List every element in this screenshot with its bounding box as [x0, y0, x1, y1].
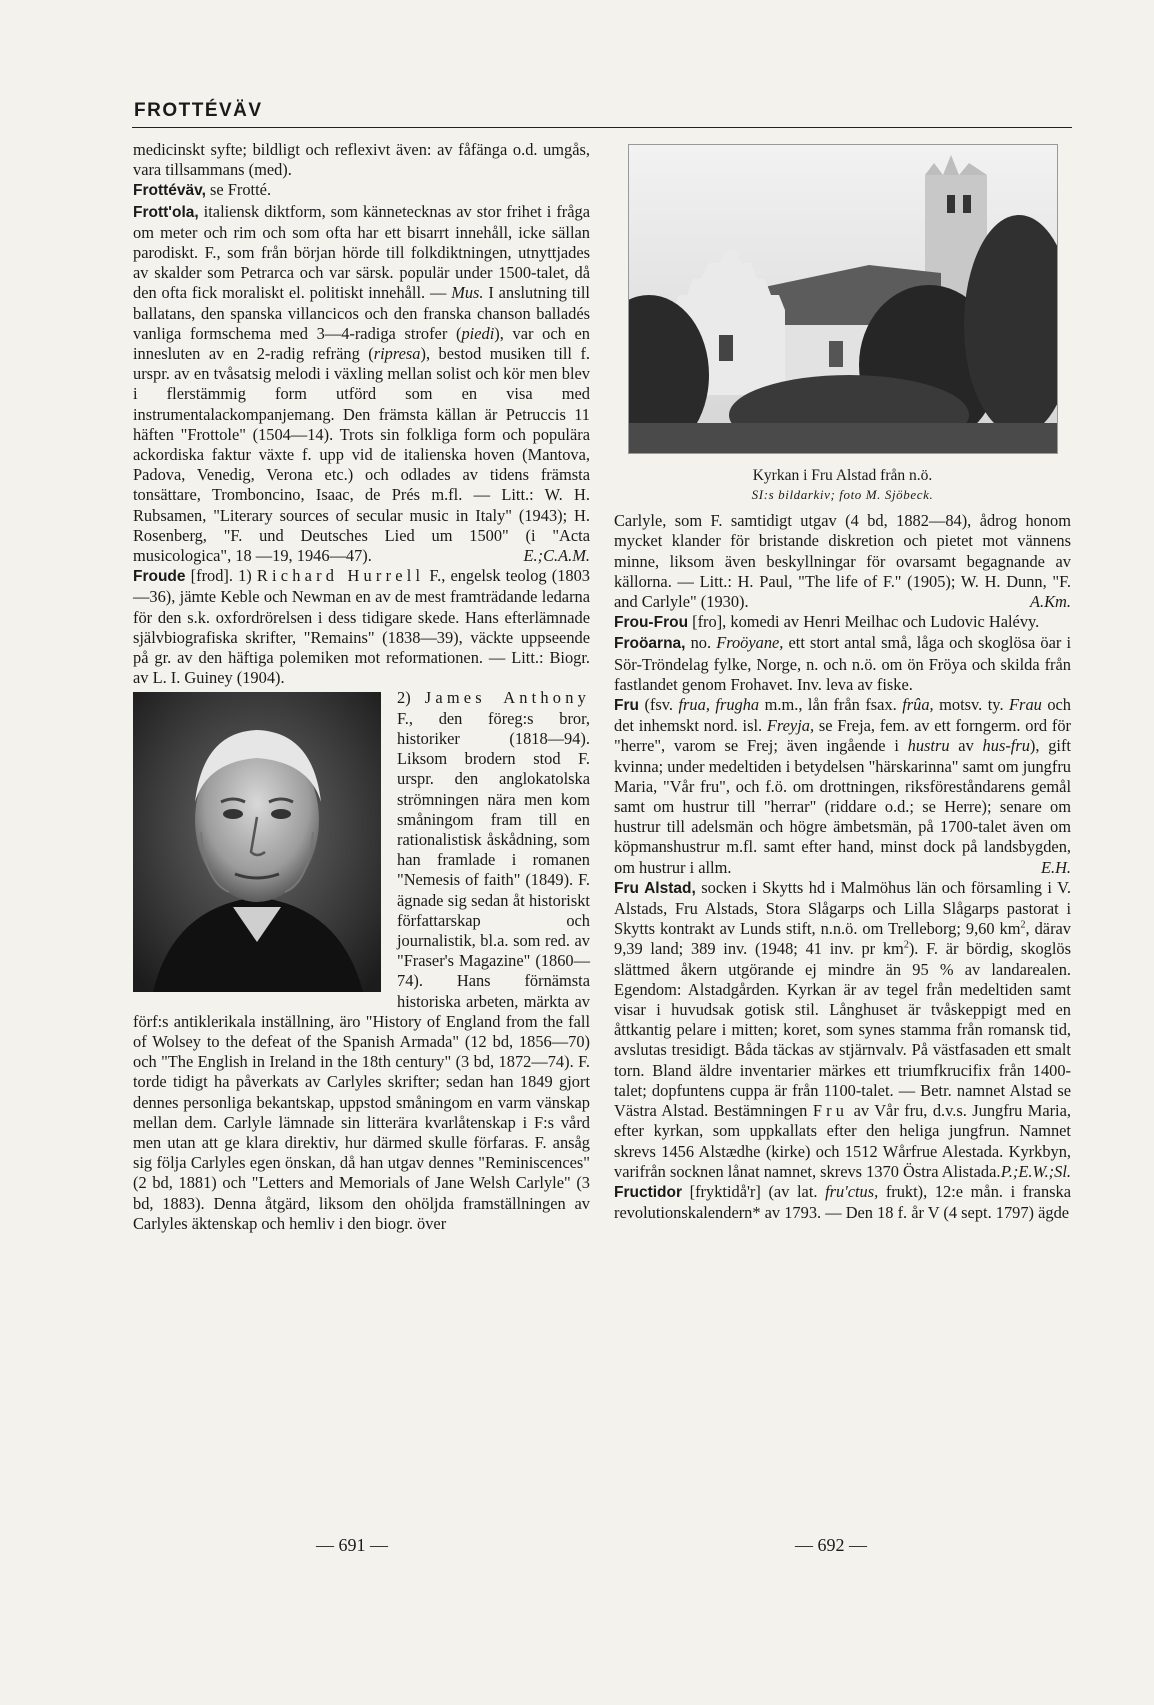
author-signature: E.H. — [1040, 857, 1071, 877]
entry-frottola — [133, 202, 590, 567]
headword-froufrou: Frou-Frou — [614, 614, 689, 632]
entry-term: hustru — [907, 736, 950, 756]
entry-text: socken i Skytts hd i Malmöhus län och församling i V. Alstads, Fru Alstads, Stora Slågarps och Lilla Slågarps pastorat i Skytts kontrakt av Lunds stift, n.n.ö. om Trelleborg; 9,60 km — [614, 877, 1071, 939]
headword-frottola: Frott'ola, — [133, 203, 199, 221]
entry-text: no. — [685, 633, 717, 653]
entry-text: (fsv. — [638, 695, 679, 715]
entry-text: ). F. är bördig, skoglös slättmed åkern utgörande ej mindre än 95 % av landarealen. Egendom: Alstadgården. Kyrkan är av tegel från medeltiden samt visar i huvudsak gotisk stil. Långhuset är tvåskeppigt med en åttkantig pelare i mitten; koret, som synes stamma från romansk tid, avslutas tresidigt. Båda täckas av stjärnvalv. På västfasaden ett smalt torn. Bland äldre inventarier märkes ett triumfkrucifix från 1400-talet; dopfuntens cuppa är från 1100-talet. — Betr. namnet Alstad se Västra Alstad. Bestämningen — [614, 939, 1071, 1121]
entry-frottevav — [133, 180, 590, 201]
entry-text: [fryktidå'r] (av lat. — [682, 1181, 826, 1201]
headword-fructidor: Fructidor — [614, 1183, 683, 1201]
author-signature: E.;C.A.M. — [523, 546, 590, 566]
entry-abbrev: Mus. — [451, 283, 484, 303]
church-image — [629, 145, 1057, 453]
entry-fru-alstad — [614, 878, 1071, 1182]
right-column — [614, 140, 1071, 1223]
superscript: 2 — [903, 940, 909, 951]
portrait-image — [133, 692, 381, 992]
entry-term: frua, frugha — [678, 695, 760, 715]
entry-term: frûa, — [902, 695, 934, 715]
photo-credit: SI:s bildarkiv; foto M. Sjöbeck. — [751, 487, 934, 502]
author-signature: P.;E.W.;Sl. — [1000, 1161, 1071, 1181]
left-column — [133, 140, 590, 1234]
entry-term: hus-fru — [982, 736, 1030, 756]
entry-term: Frau — [1009, 695, 1042, 715]
entry-term: piedi — [461, 323, 495, 343]
entry-text: motsv. ty. — [933, 695, 1010, 715]
entry-text: Carlyle, som F. samtidigt utgav (4 bd, 1882—84), ådrog honom mycket klander för bristande diskretion och pietet mot vännens minne, liksom även beskyllningar för ovarsamt begagnande av källorna. — Litt.: H. Paul, "The life of F." (1905); W. H. Dunn, "F. and Carlyle" (1930). — [614, 511, 1071, 612]
entry-text: se Frotté. — [205, 180, 272, 200]
header-rule — [132, 127, 1072, 128]
entry-froude-2 — [133, 688, 590, 1233]
spaced-word: Fru — [812, 1101, 849, 1121]
entry-frooarna — [614, 633, 1071, 695]
photo-caption: Kyrkan i Fru Alstad från n.ö. — [752, 467, 933, 484]
entry-froude — [133, 566, 590, 688]
page-number-left: — 691 — — [316, 1535, 388, 1555]
entry-text: F., engelsk teolog (1803—36), jämte Keble och Newman en av de mest framträdande ledarna för den s.k. oxfordrörelsen i dess tidigare skede. Hans efterlämnade självbiografiska skrifter, "Remains" (1838—39), väckte uppseende på gr. av den häftiga polemiken mot reformationen. — Litt.: Biogr. av L. I. Guiney (1904). — [133, 566, 590, 688]
superscript: 2 — [1020, 919, 1026, 931]
entry-text: se Freja, fem. av ett forngerm. ord för "herre", varom se Frej; även ingående i — [614, 716, 1071, 756]
entry-text: av Vår fru, d.v.s. Jungfru Maria, efter kyrkan, som uppkallats efter den heliga jungfrun. Namnet skrevs 1456 Alstædhe (kirke) och 1512 Wårfrue Alestada. Kyrkbyn, varifrån socknen lånat namnet, skrevs 1370 Östra Alistada. — [614, 1101, 1071, 1181]
entry-fru — [614, 695, 1071, 878]
headword-frooarna: Froöarna, — [614, 635, 686, 653]
church-photo — [628, 144, 1058, 454]
portrait-photo — [133, 692, 381, 992]
entry-text: m.m., lån från fsax. — [759, 695, 903, 715]
entry-text: ), gift kvinna; under medeltiden i betydelsen "härskarinna" samt om jungfru Maria, "Vår fru", och f.ö. om drottningen, riksföreståndarens gemål samt om hustrur till "herrar" (riddare o.d.; se Herre); senare om hustrur till adelsmän och högre ämbetsmän, på 1700-talet även om köpmanshustrur m.fl. samt efter hand, minst dock på landsbygden, om hustrur i allm. — [614, 736, 1071, 877]
entry-text: I anslutning till ballatans, den spanska villancicos och den franska chanson balladés vanliga formschema med 3—4-radiga strofer ( — [133, 283, 590, 343]
entry-term: ripresa — [373, 344, 421, 364]
author-signature: A.Km. — [1030, 592, 1071, 612]
entry-froude-continued — [614, 511, 1071, 612]
entry-term: Freyja, — [766, 716, 815, 736]
entry-text: ), var och en innesluten av en 2-radig refräng ( — [133, 323, 591, 364]
church-figure — [614, 144, 1071, 505]
page-number-right: — 692 — — [795, 1535, 867, 1555]
entry-text: , därav 9,39 land; 389 inv. (1948; 41 inv. pr km — [614, 919, 1071, 959]
entry-text: ), bestod musiken till f. urspr. av en tvåsatsig melodi i växling mellan solist och kör men blev i flerstämmig form utförd som en visa med instrumentalackompanjemang. Den främsta källan är Petruccis 11 häften "Frottole" (1504—14). Trots sin folkliga form och populära ackordiska faktur växte f. upp vid de italienska hoven (Mantova, Padova, Venedig, Verona etc.) och odlades av tidens främsta tonsättare, Tromboncino, Isaac, de Prés m.fl. — Litt.: W. H. Rubsamen, "Literary sources of secular music in Italy" (1943); H. Rosenberg, "F. und Deutsches Lied um 1500" (i "Acta musicologica", 18 —19, 1946—47). — [133, 344, 590, 566]
entry-froufrou — [614, 612, 1071, 633]
entry-text: italiensk diktform, som kännetecknas av stor frihet i fråga om meter och rim och som ofta har ett bisarrt innehåll, icke sällan parodiskt. F., som från början hörde till folkdiktningen, utnyttjades av skalder som Petrarca och var särsk. populär under 1500-talet, då den ofta fick moraliskt el. politiskt innehåll. — — [133, 201, 590, 303]
paragraph-continuation: medicinskt syfte; bildligt och reflexivt även: av fåfänga o.d. umgås, vara tillsammans (med). — [133, 140, 590, 180]
entry-text: 2) — [397, 688, 425, 708]
headword-frottevav: Frottéväv, — [133, 182, 206, 200]
entry-term: fru'ctus, — [825, 1181, 879, 1201]
entry-term: Froöyane, — [716, 633, 784, 653]
person-name: Richard Hurrell — [256, 566, 425, 586]
entry-text: ett stort antal små, låga och skoglösa öar i Sör-Tröndelag fylke, Norge, n. och n.ö. om ön Fröya och skilda från fastlandet genom Frohavet. Inv. leva av fiske. — [614, 633, 1072, 694]
entry-text: F., den föreg:s bror, historiker (1818—94). Liksom brodern stod F. urspr. den anglokatolska strömningen nära men kom småningom fram till en rationalistisk åskådning, som han framlade i romanen "Nemesis of faith" (1849). F. ägnade sig sedan åt historiskt författarskap och journalistik, bl.a. som red. av "Fraser's Magazine" (1860—74). Hans förnämsta historiska arbeten, märkta av förf:s antiklerikala inställning, äro "History of England from the fall of Wolsey to the defeat of the Spanish Armada" (12 bd, 1856—70) och "The English in Ireland in the 18th century" (3 bd, 1872—74). F. torde tidigt ha påverkats av Carlyles skrifter; sedan han 1849 gjort dennes personliga bekantskap, uppstod småningom en varm vänskap mellan dem. Carlyle lämnade sin litterära kvarlåtenskap i F:s vård men utan att ge klara direktiv, hur därmed skulle förfaras. F. ansåg sig följa Carlyles egen önskan, då han utgav dennes "Reminiscences" (2 bd, 1881) och "Letters and Memorials of Jane Welsh Carlyle" (3 bd, 1883). Denna åtgärd, liksom den ohöljda framställningen av Carlyles äktenskap och hemliv i den biogr. över — [133, 708, 590, 1233]
entry-text: [frod]. 1) — [185, 566, 257, 586]
entry-text: av — [949, 736, 983, 756]
headword-froude: Froude — [133, 568, 186, 586]
headword-fru-alstad: Fru Alstad, — [614, 879, 696, 897]
person-name: James Anthony — [424, 688, 590, 708]
headword-fru: Fru — [614, 697, 639, 715]
running-head: FROTTÉVÄV — [134, 100, 263, 121]
entry-text: och det inhemskt nord. isl. — [614, 695, 1072, 736]
entry-text: frukt), 12:e mån. i franska revolutionskalendern* av 1793. — Den 18 f. år V (4 sept. 1797) ägde — [614, 1181, 1071, 1223]
entry-fructidor — [614, 1182, 1071, 1223]
entry-text: [fro], komedi av Henri Meilhac och Ludovic Halévy. — [688, 612, 1040, 632]
